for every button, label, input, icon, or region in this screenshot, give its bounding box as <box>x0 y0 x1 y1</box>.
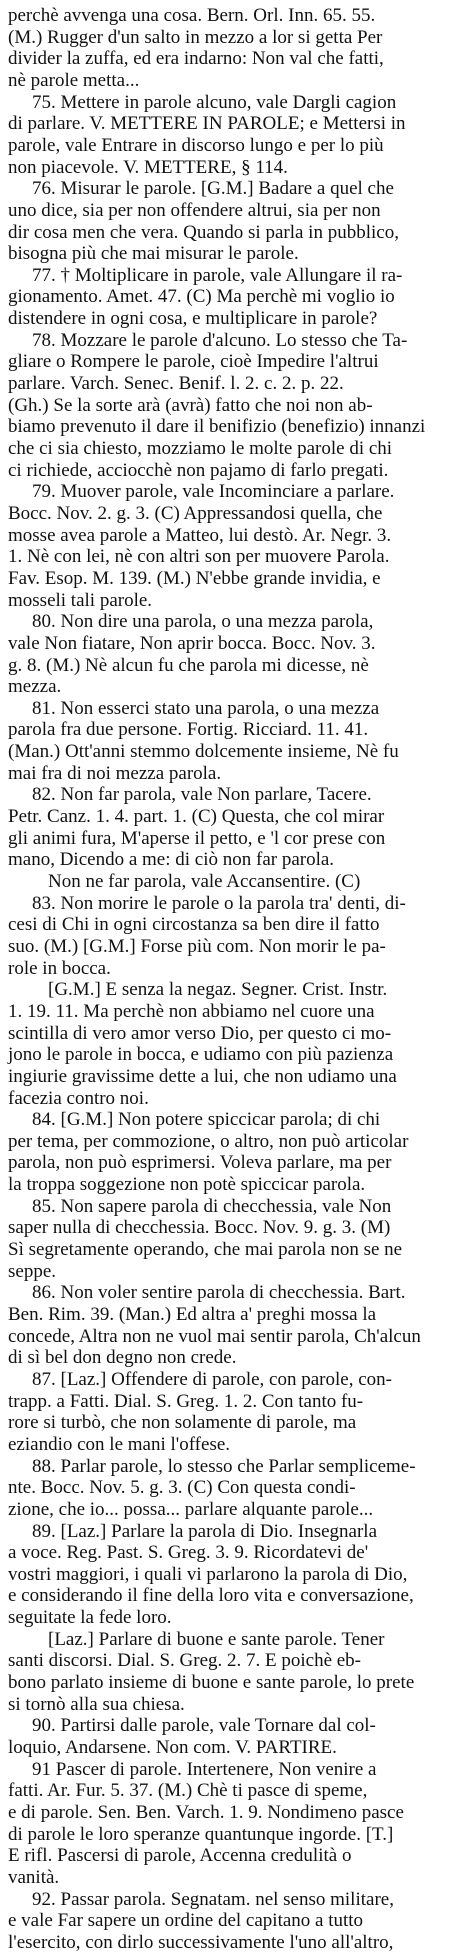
text-line: bono parlato insieme di buone e sante parole, lo prete <box>8 1672 415 1694</box>
text-line: e di parole. Sen. Ben. Varch. 1. 9. Nondimeno pasce <box>8 1801 404 1823</box>
text-line: (M.) Rugger d'un salto in mezzo a lor si getta Per <box>8 26 383 48</box>
text-line: per tema, per commozione, o altro, non può articolar <box>8 1130 409 1152</box>
text-line: 90. Partirsi dalle parole, vale Tornare dal col- <box>32 1715 376 1737</box>
text-line: parole, vale Entrare in discorso lungo e per lo più <box>8 134 384 156</box>
text-line: cesi di Chi in ogni circostanza sa ben dire il fatto <box>8 914 380 936</box>
text-line: di parole le loro speranze quantunque ingorde. [T.] <box>8 1823 394 1845</box>
text-line: vostri maggiori, i quali vi parlarono la parola di Dio, <box>8 1563 408 1585</box>
text-line: distendere in ogni cosa, e multiplicare in parole? <box>8 308 378 330</box>
text-line: seguitate la fede loro. <box>8 1607 172 1629</box>
text-line: 89. [Laz.] Parlare la parola di Dio. Insegnarla <box>32 1520 378 1542</box>
text-line: 82. Non far parola, vale Non parlare, Tacere. <box>32 784 372 806</box>
text-line: concede, Altra non ne vuol mai sentir parola, Ch'alcun <box>8 1325 421 1347</box>
text-line: perchè avvenga una cosa. Bern. Orl. Inn. 65. 55. <box>8 5 376 26</box>
text-line: Ben. Rim. 39. (Man.) Ed altra a' preghi mossa la <box>8 1304 377 1325</box>
text-line: 79. Muover parole, vale Incominciare a parlare. <box>32 481 395 503</box>
text-line: dir cosa men che vera. Quando si parla in pubblico, <box>8 221 399 243</box>
text-line: [G.M.] E senza la negaz. Segner. Crist. Instr. <box>48 979 388 1001</box>
text-line: 76. Misurar le parole. [G.M.] Badare a quel che <box>32 178 394 200</box>
text-line: suo. (M.) [G.M.] Forse più com. Non morir le pa- <box>8 935 386 957</box>
text-line: 88. Parlar parole, lo stesso che Parlar sempliceme- <box>32 1455 416 1477</box>
text-line: gli animi fura, M'aperse il petto, e 'l cor prese con <box>8 827 386 849</box>
text-line: fatti. Ar. Fur. 5. 37. (M.) Chè ti pasce di speme, <box>8 1780 368 1802</box>
text-line: saper nulla di checchessia. Bocc. Nov. 9. g. 3. (M) <box>8 1217 391 1239</box>
text-line: e considerando il fine della loro vita e conversazione, <box>8 1585 414 1607</box>
text-line: 80. Non dire una parola, o una mezza parola, <box>32 611 374 633</box>
text-line: Sì segretamente operando, che mai parola non se ne <box>8 1239 403 1261</box>
text-line: 77. † Moltiplicare in parole, vale Allungare il ra- <box>32 264 403 286</box>
text-line: scintilla di vero amor verso Dio, per questo ci mo- <box>8 1022 392 1044</box>
text-line: nè parole metta... <box>8 69 140 91</box>
text-line: mosseli tali parole. <box>8 589 153 611</box>
text-line: 84. [G.M.] Non potere spiccicar parola; di chi <box>32 1109 381 1131</box>
text-line: Non ne far parola, vale Accansentire. (C) <box>48 871 361 892</box>
text-line: ingiurie gravissime dette a lui, che non udiamo una <box>8 1065 397 1087</box>
text-line: mai fra di noi mezza parola. <box>8 762 222 784</box>
text-line: a voce. Reg. Past. S. Greg. 3. 9. Ricordatevi de' <box>8 1542 369 1564</box>
text-line: 83. Non morire le parole o la parola tra' denti, di- <box>32 892 406 914</box>
text-line: nte. Bocc. Nov. 5. g. 3. (C) Con questa condi- <box>8 1477 356 1499</box>
text-line: (Gh.) Se la sorte arà (avrà) fatto che noi non ab- <box>8 394 373 416</box>
text-line: (Man.) Ott'anni stemmo dolcemente insieme, Nè fu <box>8 741 399 763</box>
text-line: parlare. Varch. Senec. Benif. l. 2. c. 2. p. 22. <box>8 373 344 395</box>
text-line: loquio, Andarsene. Non com. V. PARTIRE. <box>8 1737 337 1758</box>
text-line: biamo prevenuto il dare il benifizio (benefizio) innanzi <box>8 416 426 438</box>
text-line: vale Non fiatare, Non aprir bocca. Bocc. Nov. 3. <box>8 632 376 654</box>
text-line: 78. Mozzare le parole d'alcuno. Lo stesso che Ta- <box>32 329 408 351</box>
text-line: 1. 19. 11. Ma perchè non abbiamo nel cuore una <box>8 1000 375 1022</box>
text-line: facezia contro noi. <box>8 1087 149 1109</box>
text-line: ci richiede, acciocchè non pajamo di farlo pregati. <box>8 459 389 481</box>
text-line: che ci sia chiesto, mozziamo le molte parole di chi <box>8 438 393 459</box>
text-line: trapp. a Fatti. Dial. S. Greg. 1. 2. Con tanto fu- <box>8 1390 364 1412</box>
text-column <box>8 0 470 1953</box>
text-line: gionamento. Amet. 47. (C) Ma perchè mi voglio io <box>8 286 395 308</box>
text-line: vanità. <box>8 1866 60 1888</box>
text-line: mosse avea parole a Matteo, lui destò. Ar. Negr. 3. <box>8 524 392 546</box>
text-line: [Laz.] Parlare di buone e sante parole. Tener <box>48 1628 385 1650</box>
text-line: Petr. Canz. 1. 4. part. 1. (C) Questa, che col mirar <box>8 806 385 828</box>
text-line: mano, Dicendo a me: di ciò non far parola. <box>8 849 335 871</box>
text-line: 1. Nè con lei, nè con altri son per muovere Parola. <box>8 546 390 568</box>
text-line: role in bocca. <box>8 957 111 979</box>
text-line: Bocc. Nov. 2. g. 3. (C) Appressandosi quella, che <box>8 502 383 524</box>
text-line: santi discorsi. Dial. S. Greg. 2. 7. E poichè eb- <box>8 1650 362 1672</box>
text-line: uno dice, sia per non offendere altrui, sia per non <box>8 199 381 221</box>
text-line: di sì bel don degno non crede. <box>8 1347 237 1369</box>
text-line: parola fra due persone. Fortig. Ricciard. 11. 41. <box>8 719 369 741</box>
text-line: jono le parole in bocca, e udiamo con più pazienza <box>8 1044 394 1066</box>
text-line: parola, non può esprimersi. Voleva parlare, ma per <box>8 1152 392 1174</box>
text-line: seppe. <box>8 1260 57 1282</box>
text-line: l'esercito, con dirlo successivamente l'uno all'altro, <box>8 1931 394 1953</box>
text-line: divider la zuffa, ed era indarno: Non val che fatti, <box>8 48 384 70</box>
text-line: gliare o Rompere le parole, cioè Impedire l'altrui <box>8 351 379 373</box>
text-line: eziandio con le mani l'offese. <box>8 1433 231 1455</box>
text-line: 91 Pascer di parole. Intertenere, Non venire a <box>32 1758 377 1780</box>
text-line: la troppa soggezione non potè spiccicar parola. <box>8 1174 366 1196</box>
text-line: Fav. Esop. M. 139. (M.) N'ebbe grande invidia, e <box>8 567 381 589</box>
text-line: 85. Non sapere parola di checchessia, vale Non <box>32 1195 392 1217</box>
text-line: bisogna più che mai misurar le parole. <box>8 243 299 265</box>
text-line: mezza. <box>8 676 62 698</box>
text-line: E rifl. Pascersi di parole, Accenna credulità o <box>8 1845 352 1867</box>
text-line: 87. [Laz.] Offendere di parole, con parole, con- <box>32 1368 392 1390</box>
text-line: g. 8. (M.) Nè alcun fu che parola mi dicesse, nè <box>8 654 369 676</box>
text-line: di parlare. V. METTERE IN PAROLE; e Mettersi in <box>8 113 406 135</box>
text-line: e vale Far sapere un ordine del capitano a tutto <box>8 1910 364 1932</box>
text-line: 86. Non voler sentire parola di checchessia. Bart. <box>32 1282 406 1304</box>
text-line: 92. Passar parola. Segnatam. nel senso militare, <box>32 1888 394 1910</box>
text-line: si tornò alla sua chiesa. <box>8 1693 185 1715</box>
text-line: rore si turbò, che non solamente di parole, ma <box>8 1412 357 1434</box>
text-line: 75. Mettere in parole alcuno, vale Dargli cagion <box>32 91 397 113</box>
text-line: zione, che io... possa... parlare alquante parole... <box>8 1498 374 1520</box>
text-line: non piacevole. V. METTERE, § 114. <box>8 156 288 178</box>
text-line: 81. Non esserci stato una parola, o una mezza <box>32 697 380 719</box>
